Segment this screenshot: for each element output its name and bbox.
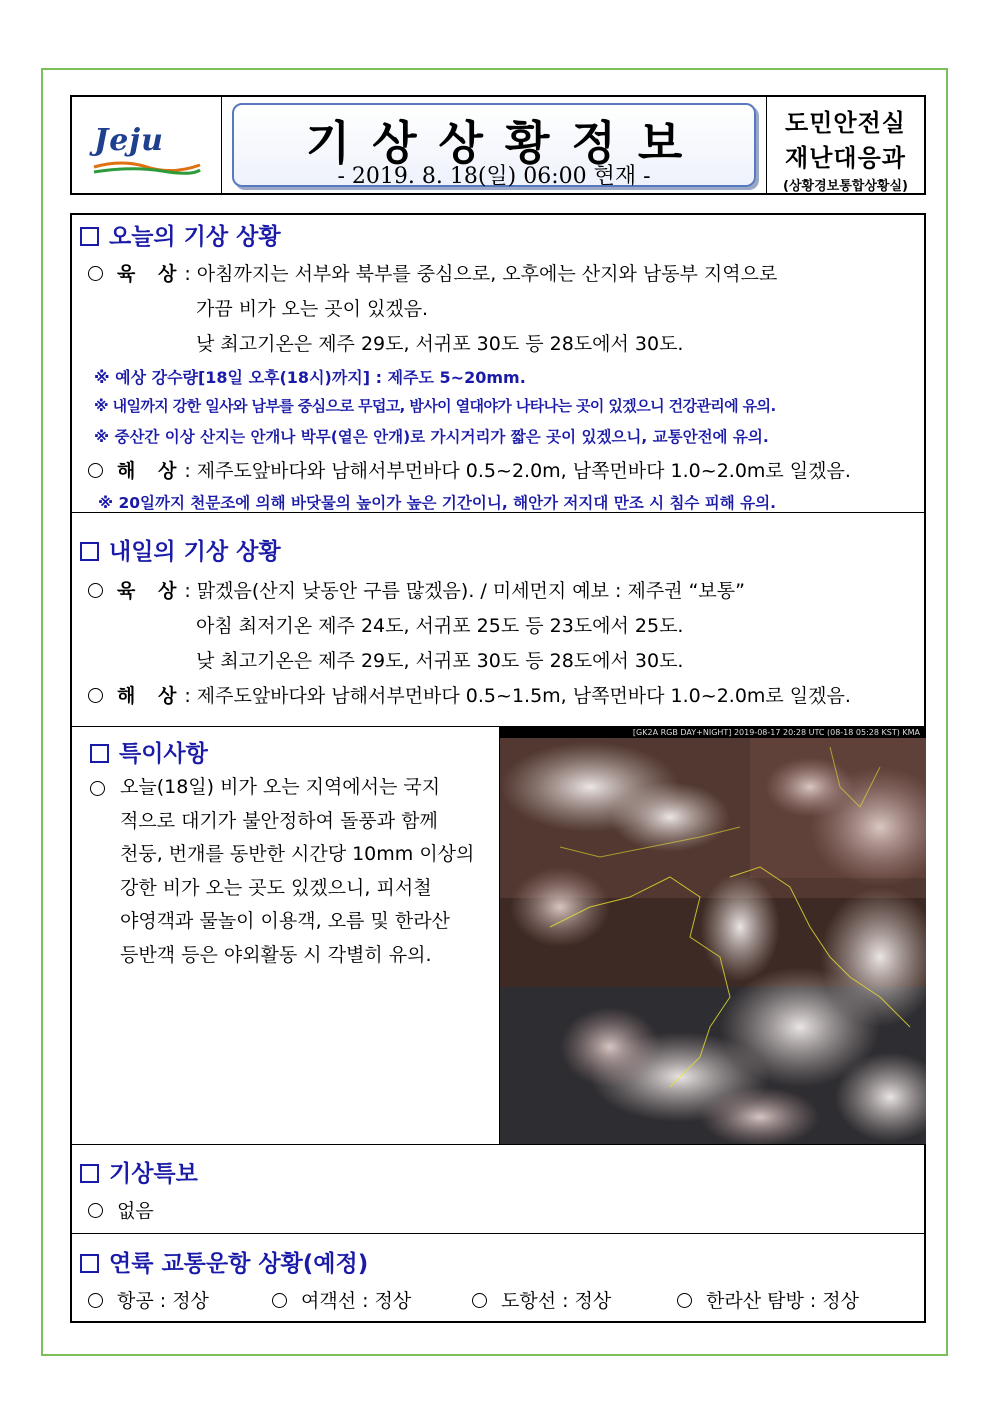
special-line: 야영객과 물놀이 이용객, 오름 및 한라산 bbox=[120, 910, 450, 932]
today-sea-row: 해 상: 제주도앞바다와 남해서부먼바다 0.5~2.0m, 남쪽먼바다 1.0~2.0m로 일겠음. bbox=[88, 456, 851, 483]
circle-bullet-icon bbox=[90, 781, 105, 796]
today-note-tide: ※ 20일까지 천문조에 의해 바닷물의 높이가 높은 기간이니, 해안가 저지대 만조 시 침수 피해 유의. bbox=[98, 494, 776, 512]
satellite-caption: [GK2A RGB DAY+NIGHT] 2019-08-17 20:28 UTC (08-18 05:28 KST) KMA bbox=[500, 727, 926, 738]
checkbox-square-icon bbox=[80, 542, 99, 561]
circle-bullet-icon bbox=[472, 1293, 487, 1308]
report-datetime: - 2019. 8. 18(일) 06:00 현재 - bbox=[337, 164, 651, 189]
jeju-logo: Jeju bbox=[94, 123, 164, 158]
circle-bullet-icon bbox=[88, 688, 103, 703]
special-line: 천둥, 번개를 동반한 시간당 10mm 이상의 bbox=[120, 843, 475, 865]
special-line: 등반객 등은 야외활동 시 각별히 유의. bbox=[120, 943, 432, 966]
divider bbox=[72, 1233, 924, 1234]
checkbox-square-icon bbox=[90, 744, 109, 763]
title-box bbox=[232, 103, 756, 187]
today-note-heat: ※ 내일까지 강한 일사와 남부를 중심으로 무덥고, 밤사이 열대야가 나타나는 곳이 있겠으니 건강관리에 유의. bbox=[94, 397, 776, 415]
checkbox-square-icon bbox=[80, 227, 99, 246]
traffic-island-ferry: 도항선 : 정상 bbox=[472, 1286, 611, 1313]
circle-bullet-icon bbox=[88, 583, 103, 598]
tomorrow-section-title: 내일의 기상 상황 bbox=[80, 533, 281, 566]
checkbox-square-icon bbox=[80, 1254, 99, 1273]
tomorrow-land-row: 육 상: 맑겠음(산지 낮동안 구름 많겠음). / 미세먼지 예보 : 제주권 “보통” bbox=[88, 576, 745, 603]
traffic-hallasan: 한라산 탐방 : 정상 bbox=[677, 1286, 859, 1313]
checkbox-square-icon bbox=[80, 1164, 99, 1183]
today-section-title: 오늘의 기상 상황 bbox=[80, 218, 281, 251]
today-land-line3: 낮 최고기온은 제주 29도, 서귀포 30도 등 28도에서 30도. bbox=[196, 333, 684, 355]
tomorrow-land-line3: 낮 최고기온은 제주 29도, 서귀포 30도 등 28도에서 30도. bbox=[196, 650, 684, 672]
special-section-title: 특이사항 bbox=[90, 735, 208, 768]
special-note-text bbox=[120, 771, 492, 972]
circle-bullet-icon bbox=[88, 1293, 103, 1308]
special-line: 적으로 대기가 불안정하여 돌풍과 함께 bbox=[120, 809, 438, 832]
satellite-picture bbox=[500, 727, 926, 1144]
today-land-row: 육 상: 아침까지는 서부와 북부를 중심으로, 오후에는 산지와 남동부 지역으로 bbox=[88, 259, 777, 286]
warning-value-row: 없음 bbox=[88, 1196, 154, 1223]
circle-bullet-icon bbox=[88, 463, 103, 478]
today-land-line2: 가끔 비가 오는 곳이 있겠음. bbox=[196, 298, 429, 320]
traffic-ferry: 여객선 : 정상 bbox=[272, 1286, 411, 1313]
logo-swoosh-icon bbox=[92, 159, 202, 175]
special-line: 강한 비가 오는 곳도 있겠으니, 피서철 bbox=[120, 876, 432, 899]
page-title: 기상상황정보 bbox=[305, 116, 705, 170]
report-body bbox=[70, 213, 926, 1323]
satellite-image bbox=[500, 727, 926, 1144]
tomorrow-sea-row: 해 상: 제주도앞바다와 남해서부먼바다 0.5~1.5m, 남쪽먼바다 1.0~2.0m로 일겠음. bbox=[88, 681, 851, 708]
special-bullet bbox=[90, 778, 119, 800]
traffic-section-title: 연륙 교통운항 상황(예정) bbox=[80, 1245, 368, 1278]
circle-bullet-icon bbox=[677, 1293, 692, 1308]
circle-bullet-icon bbox=[272, 1293, 287, 1308]
dept-office: (상황경보통합상황실) bbox=[783, 179, 908, 194]
today-note-fog: ※ 중산간 이상 산지는 안개나 박무(옅은 안개)로 가시거리가 짧은 곳이 있겠으니, 교통안전에 유의. bbox=[94, 428, 769, 446]
special-line: 오늘(18일) 비가 오는 지역에서는 국지 bbox=[120, 776, 441, 798]
report-header bbox=[70, 95, 926, 195]
dept-division: 재난대응과 bbox=[785, 144, 906, 172]
tomorrow-land-line2: 아침 최저기온 제주 24도, 서귀포 25도 등 23도에서 25도. bbox=[196, 615, 684, 637]
logo-cell bbox=[72, 97, 222, 193]
circle-bullet-icon bbox=[88, 1203, 103, 1218]
traffic-air: 항공 : 정상 bbox=[88, 1286, 209, 1313]
today-note-rainfall: ※ 예상 강수량[18일 오후(18시)까지] : 제주도 5~20mm. bbox=[94, 368, 526, 387]
circle-bullet-icon bbox=[88, 266, 103, 281]
divider bbox=[72, 1144, 924, 1145]
warning-section-title: 기상특보 bbox=[80, 1155, 198, 1188]
dept-name: 도민안전실 bbox=[785, 109, 906, 137]
department-cell bbox=[766, 97, 924, 193]
